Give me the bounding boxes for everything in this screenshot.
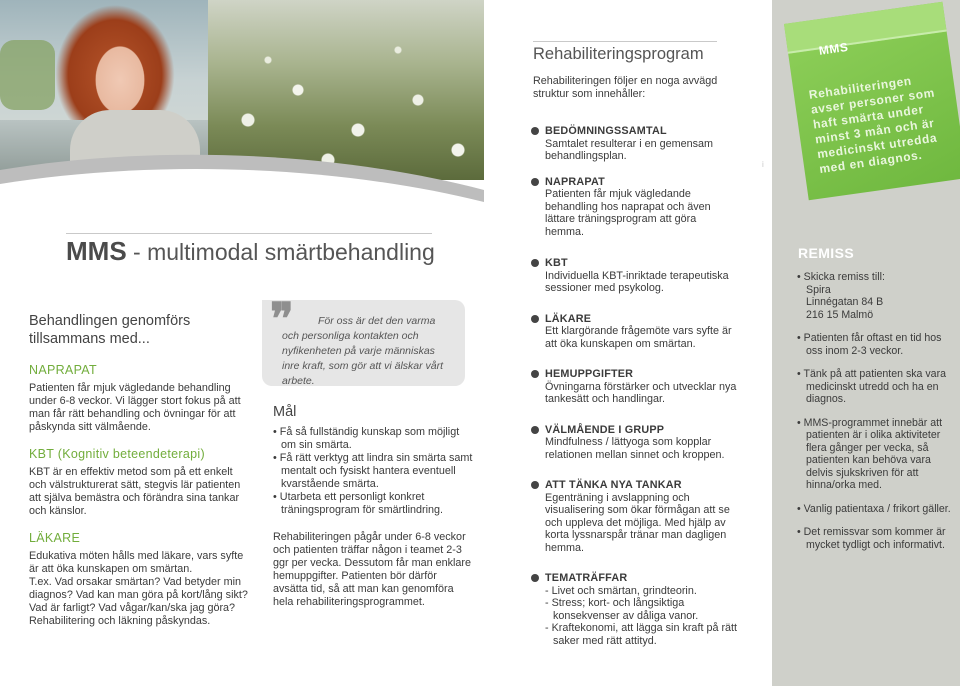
bullet-dot-icon (531, 178, 539, 186)
goal-item: • Få rätt verktyg att lindra sin smärta samt mentalt och fysiskt hantera eventuell kvarstående smärta. (273, 452, 473, 491)
program-title: Rehabiliteringsprogram (533, 45, 704, 63)
duration-text: Rehabiliteringen pågår under 6-8 veckor och patienten träffar någon i teamet 2-3 ggr per vecka. Dessutom får man enklare hemuppgifter. Patienten bör därför avsätta tid, så att man kan genomföra hela rehabiliteringsprogrammet. (273, 531, 472, 608)
section-heading-kbt: KBT (Kognitiv beteendeterapi) (29, 447, 205, 461)
intro-heading: Behandlingen genomförs tillsammans med... (29, 313, 191, 347)
bullet-dot-icon (531, 481, 539, 489)
goals-column (273, 406, 473, 609)
doctor-questions: T.ex. Vad orsakar smärtan? Vad betyder min diagnos? Vad kan man göra på kort/lång sikt? Vad är farligt? Vad vågar/kan/ska jag göra? Rehabilitering och läkning påskyndas. (29, 576, 248, 627)
step-title: ATT TÄNKA NYA TANKAR (545, 479, 682, 491)
treatment-column (29, 312, 249, 642)
step-title: BEDÖMNINGSSAMTAL (545, 125, 667, 137)
goals-heading: Mål (273, 404, 297, 420)
step-title: HEMUPPGIFTER (545, 368, 634, 380)
step-item (533, 125, 738, 163)
quote-text: För oss är det den varma och personliga kontakten och nyfikenheten på varje människas inre kraft, som gör att vi älskar vårt arbete. (282, 315, 444, 387)
theme-item: - Livet och smärtan, grindteorin. (545, 585, 738, 598)
step-item (533, 176, 738, 239)
goals-list (273, 426, 473, 517)
remiss-item: • Vanlig patientaxa / frikort gäller. (797, 503, 953, 516)
remiss-item: • Skicka remiss till: Spira Linnégatan 84 B 216 15 Malmö (797, 271, 953, 321)
step-item (533, 313, 738, 351)
title-divider (533, 41, 717, 42)
step-text: Samtalet resulterar i en gemensam behandlingsplan. (545, 137, 714, 162)
bullet-dot-icon (531, 127, 539, 135)
step-text: Övningarna förstärker och utvecklar nya tankesätt och handlingar. (545, 380, 737, 405)
step-text: Egenträning i avslappning och visualisering som ökar förmågan att se och uppleva det möjliga. Med hjälp av korta lyssnarspår tränar man dagligen hemma. (545, 491, 730, 554)
page-mark: i (762, 160, 764, 169)
goal-item: • Få så fullständig kunskap som möjligt om sin smärta. (273, 426, 473, 452)
bullet-dot-icon (531, 259, 539, 267)
bullet-dot-icon (531, 426, 539, 434)
step-item (533, 424, 738, 462)
step-item (533, 368, 738, 406)
decorative-swoosh (0, 150, 484, 230)
bullet-dot-icon (531, 315, 539, 323)
step-text: Ett klargörande frågemöte vars syfte är att öka kunskapen om smärtan. (545, 325, 732, 350)
remiss-heading: REMISS (798, 245, 855, 261)
remiss-item: • Det remissvar som kommer är mycket tydligt och informativt. (797, 526, 953, 551)
page-title (66, 233, 435, 267)
program-intro: Rehabiliteringen följer en noga avvägd struktur som innehåller: (533, 75, 718, 100)
step-item (533, 257, 738, 295)
photo-pillow (0, 40, 55, 110)
section-text-kbt: KBT är en effektiv metod som på ett enkelt och välstrukturerat sätt, stegvis lär patienten att själva bemästra och förändra sina tankar och känslor. (29, 466, 241, 517)
page-title-rest: - multimodal smärtbehandling (126, 239, 435, 265)
step-title: KBT (545, 257, 568, 269)
remiss-item: • Patienten får oftast en tid hos oss inom 2-3 veckor. (797, 332, 953, 357)
program-steps (533, 125, 738, 647)
section-heading-lakare: LÄKARE (29, 531, 81, 545)
step-title: VÄLMÅENDE I GRUPP (545, 423, 665, 436)
step-text: Individuella KBT-inriktade terapeutiska sessioner med psykolog. (545, 269, 729, 294)
section-text-lakare: Edukativa möten hålls med läkare, vars syfte är att öka kunskapen om smärtan. (29, 550, 244, 575)
section-heading-naprapat: NAPRAPAT (29, 363, 97, 377)
step-title: TEMATRÄFFAR (545, 572, 628, 584)
quote-mark-icon: ❞ (270, 294, 294, 345)
bullet-dot-icon (531, 574, 539, 582)
remiss-item: • MMS-programmet innebär att patienten är i olika aktiviteter flera gånger per vecka, så patienten kan behöva vara delvis sjukskriven för att hinna/orka med. (797, 417, 953, 492)
step-item (533, 479, 738, 554)
step-text: Mindfulness / lättyoga som kopplar relationen mellan sinnet och kroppen. (545, 436, 725, 461)
highlight-card-text: Rehabiliteringen avser personer som haft smärta under minst 3 mån och är medicinskt utredda med en diagnos. (808, 73, 938, 177)
remiss-list (797, 271, 953, 562)
page-title-bold: MMS (66, 236, 127, 266)
theme-list (545, 585, 738, 648)
bullet-dot-icon (531, 370, 539, 378)
step-item (533, 572, 738, 647)
theme-item: - Kraftekonomi, att lägga sin kraft på rätt saker med rätt attityd. (545, 622, 738, 647)
remiss-item: • Tänk på att patienten ska vara medicinskt utredd och ha en diagnos. (797, 368, 953, 406)
step-title: NAPRAPAT (545, 175, 605, 188)
step-title: LÄKARE (545, 312, 592, 325)
step-text: Patienten får mjuk vägledande behandling hos naprapat och även lättare träningsprogram att göra hemma. (545, 188, 711, 238)
theme-item: - Stress; kort- och långsiktiga konsekvenser av dåliga vanor. (545, 597, 738, 622)
goal-item: • Utarbeta ett personligt konkret träningsprogram för smärtlindring. (273, 491, 473, 517)
highlight-card-tag: MMS (818, 39, 850, 58)
section-text-naprapat: Patienten får mjuk vägledande behandling under 6-8 veckor. Vi lägger stort fokus på att man får rätt behandling och övningar för att påskynda sitt välmående. (29, 382, 241, 433)
